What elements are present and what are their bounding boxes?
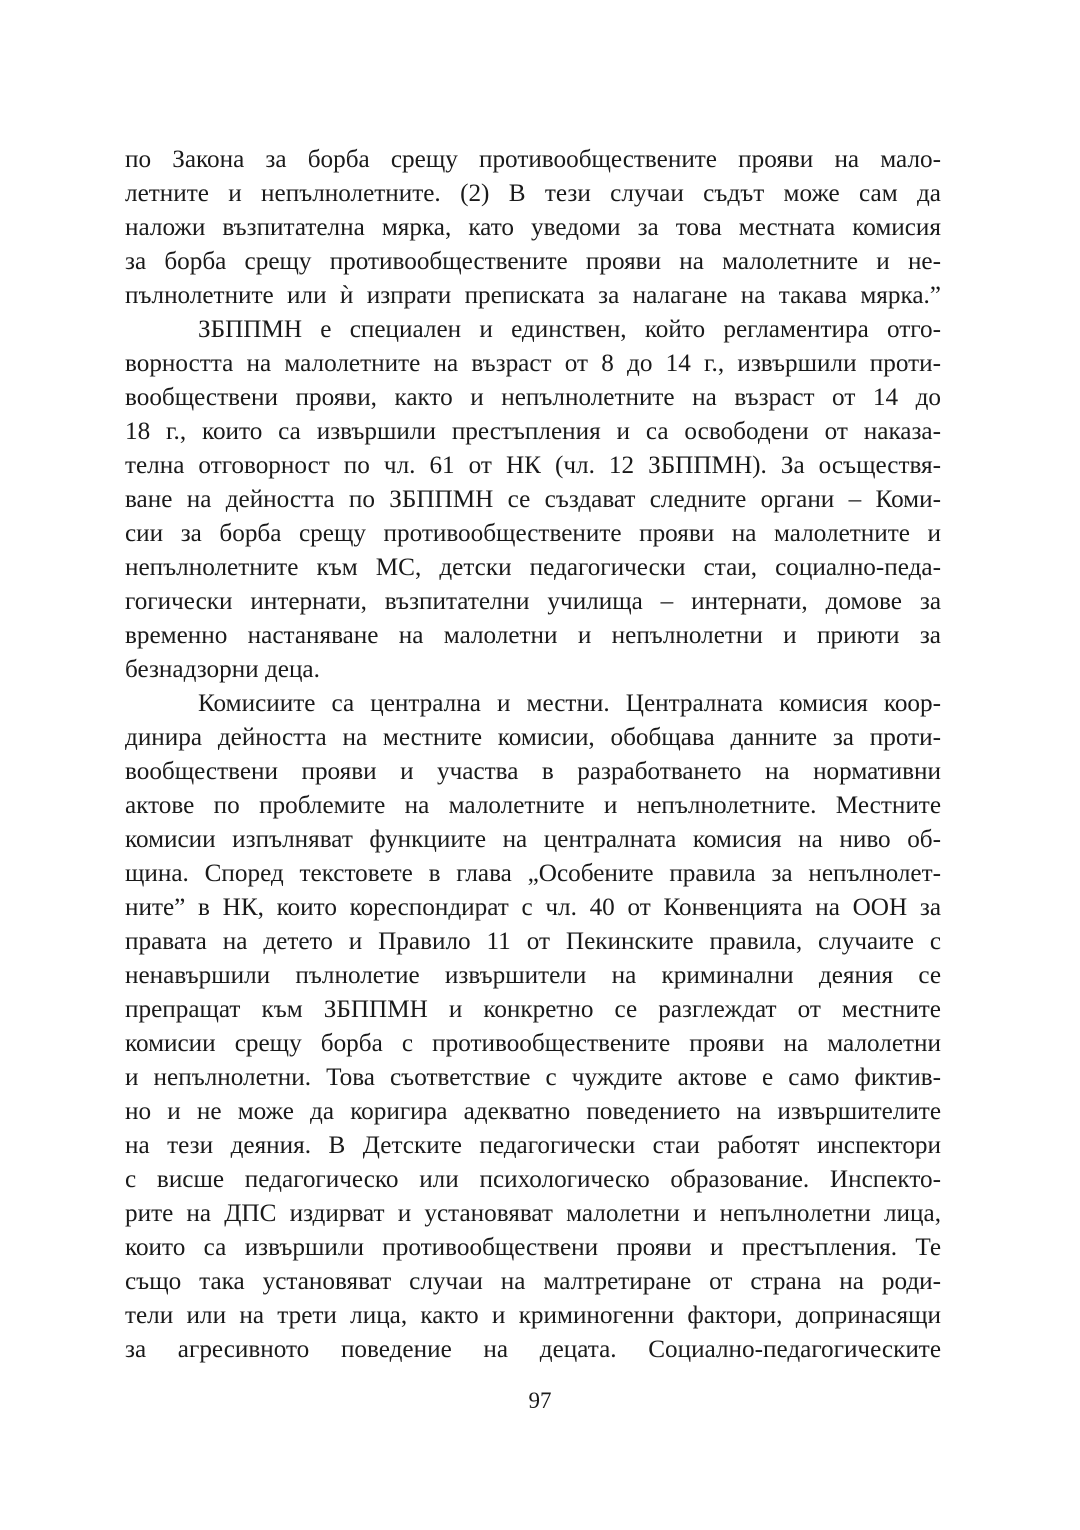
text-line: за агресивното поведение на децата. Социално-педагогическите: [125, 1336, 941, 1363]
paragraph-first-line: ЗБППМН е специален и единствен, който регламентира отго-: [198, 316, 941, 343]
text-line: вообществени прояви и участва в разработването на нормативни: [125, 758, 941, 785]
text-line: ненавършили пълнолетие извършители на криминални деяния се: [125, 962, 941, 989]
text-line: на тези деяния. В Детските педагогически стаи работят инспектори: [125, 1132, 941, 1159]
text-line: ворността на малолетните на възраст от 8 до 14 г., извършили проти-: [125, 350, 941, 377]
text-line: по Закона за борба срещу противообществените прояви на мало-: [125, 146, 941, 173]
paragraph-last-line: безнадзорни деца.: [125, 656, 320, 683]
text-line: летните и непълнолетните. (2) В тези случаи съдът може сам да: [125, 180, 941, 207]
text-line: щина. Според текстовете в глава „Особените правила за непълнолет-: [125, 860, 941, 887]
text-line: вообществени прояви, както и непълнолетните на възраст от 14 до: [125, 384, 941, 411]
text-line: телна отговорност по чл. 61 от НК (чл. 12 ЗБППМН). За осъществя-: [125, 452, 941, 479]
paragraph-first-line: Комисиите са централна и местни. Централната комисия коор-: [198, 690, 941, 717]
text-line: актове по проблемите на малолетните и непълнолетните. Местните: [125, 792, 941, 819]
text-line: сии за борба срещу противообществените прояви на малолетните и: [125, 520, 941, 547]
text-line: временно настаняване на малолетни и непълнолетни и приюти за: [125, 622, 941, 649]
text-line: рите на ДПС издирват и установяват малолетни и непълнолетни лица,: [125, 1200, 941, 1227]
text-line: ване на дейността по ЗБППМН се създават следните органи – Коми-: [125, 486, 941, 513]
text-line: но и не може да коригира адекватно поведението на извършителите: [125, 1098, 941, 1125]
text-line: комисии изпълняват функциите на централната комисия на ниво об-: [125, 826, 941, 853]
page-body: [125, 143, 941, 1367]
text-line: гогически интернати, възпитателни училища – интернати, домове за: [125, 588, 941, 615]
text-line: непълнолетните към МС, детски педагогически стаи, социално-педа-: [125, 554, 941, 581]
text-line: ните” в НК, които кореспондират с чл. 40 от Конвенцията на ООН за: [125, 894, 941, 921]
text-line: комисии срещу борба с противообществените прояви на малолетни: [125, 1030, 941, 1057]
text-line: и непълнолетни. Това съответствие с чуждите актове е само фиктив-: [125, 1064, 941, 1091]
text-line: пълнолетните или ѝ изпрати преписката за налагане на такава мярка.”: [125, 282, 941, 309]
text-line: препращат към ЗБППМН и конкретно се разглеждат от местните: [125, 996, 941, 1023]
text-line: тели или на трети лица, както и криминогенни фактори, допринасящи: [125, 1302, 941, 1329]
page-number: 97: [528, 1388, 552, 1413]
text-line: за борба срещу противообществените прояви на малолетните и не-: [125, 248, 941, 275]
text-line: също така установяват случаи на малтретиране от страна на роди-: [125, 1268, 941, 1295]
text-line: наложи възпитателна мярка, като уведоми за това местната комисия: [125, 214, 941, 241]
text-line: с висше педагогическо или психологическо образование. Инспекто-: [125, 1166, 941, 1193]
text-line: които са извършили противообществени прояви и престъпления. Те: [125, 1234, 941, 1261]
text-line: динира дейността на местните комисии, обобщава данните за проти-: [125, 724, 941, 751]
text-line: правата на детето и Правило 11 от Пекинските правила, случаите с: [125, 928, 941, 955]
text-line: 18 г., които са извършили престъпления и са освободени от наказа-: [125, 418, 941, 445]
